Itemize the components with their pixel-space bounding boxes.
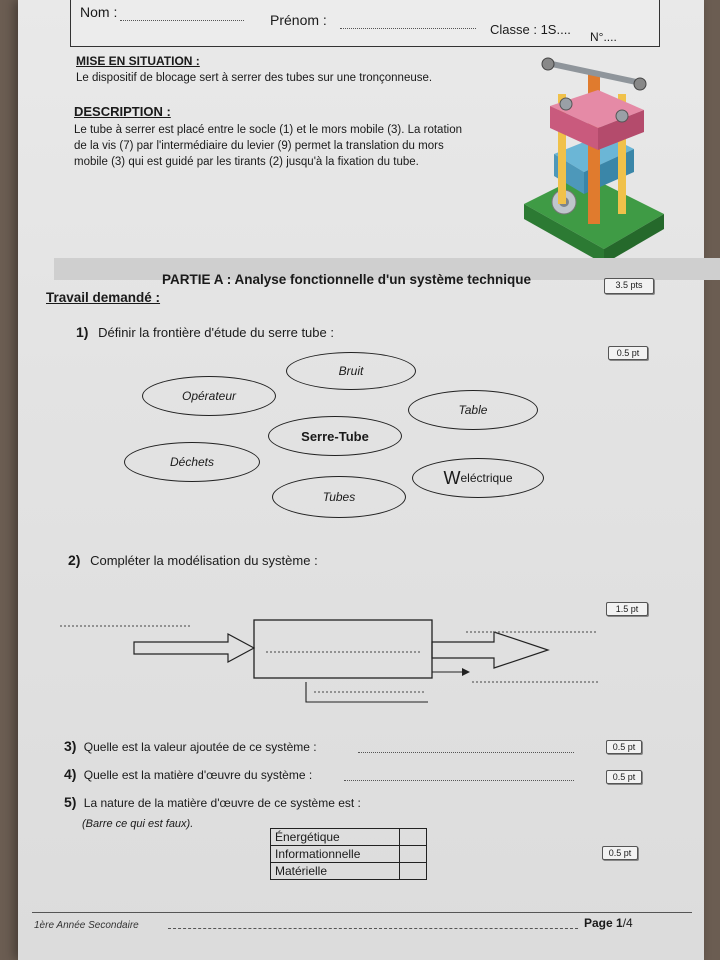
nature-row[interactable] xyxy=(271,829,427,846)
nature-check-cell[interactable] xyxy=(400,829,427,846)
input-arrow xyxy=(134,634,254,662)
question-5 xyxy=(64,794,361,810)
q1-number: 1) xyxy=(76,324,89,340)
q2-points: 1.5 pt xyxy=(606,602,648,616)
partie-a-title: PARTIE A : Analyse fonctionnelle d'un système technique xyxy=(162,272,532,287)
q5-text: La nature de la matière d'œuvre de ce système est : xyxy=(83,796,361,810)
q4-answer-field[interactable] xyxy=(344,780,574,781)
question-4 xyxy=(64,766,312,782)
q5-points: 0.5 pt xyxy=(602,846,638,860)
q2-text: Compléter la modélisation du système : xyxy=(90,553,318,568)
q1-points: 0.5 pt xyxy=(608,346,648,360)
classe-label: Classe : 1S.... xyxy=(490,22,571,37)
nature-table xyxy=(270,828,427,880)
description-line: Le tube à serrer est placé entre le socle (1) et le mors mobile (3). La rotation xyxy=(74,124,462,136)
ellipse-table[interactable]: Table xyxy=(408,390,538,430)
ellipse-serre-tube[interactable]: Serre-Tube xyxy=(268,416,402,456)
footer-dashes xyxy=(168,928,578,929)
q1-text: Définir la frontière d'étude du serre tube : xyxy=(98,325,334,340)
footer-rule xyxy=(32,912,692,913)
q3-text: Quelle est la valeur ajoutée de ce système : xyxy=(83,740,317,754)
description-title: DESCRIPTION : xyxy=(74,104,171,119)
question-2 xyxy=(68,552,318,568)
prenom-label: Prénom : xyxy=(270,12,327,28)
serre-tube-illustration xyxy=(514,54,684,264)
nature-option[interactable]: Matérielle xyxy=(271,863,400,880)
description-line: mobile (3) qui est guidé par les tirants (2) jusqu'à la fixation du tube. xyxy=(74,156,419,168)
mise-en-situation-text: Le dispositif de blocage sert à serrer des tubes sur une tronçonneuse. xyxy=(76,72,433,84)
nature-check-cell[interactable] xyxy=(400,863,427,880)
q4-text: Quelle est la matière d'œuvre du système : xyxy=(83,768,313,782)
mise-en-situation-title: MISE EN SITUATION : xyxy=(76,54,200,68)
ellipse-operateur[interactable]: Opérateur xyxy=(142,376,276,416)
nature-option[interactable]: Informationnelle xyxy=(271,846,400,863)
w-label: eléctrique xyxy=(460,471,513,485)
system-box xyxy=(254,620,432,678)
question-1 xyxy=(76,324,334,340)
footer-page xyxy=(584,916,633,930)
nature-option[interactable]: Énergétique xyxy=(271,829,400,846)
q3-number: 3) xyxy=(64,738,77,754)
travail-demande-title: Travail demandé : xyxy=(46,290,161,305)
system-model-diagram xyxy=(54,612,614,708)
footer-level: 1ère Année Secondaire xyxy=(34,920,139,931)
q5-hint: (Barre ce qui est faux). xyxy=(82,818,194,830)
prenom-field[interactable] xyxy=(340,28,476,29)
q4-points: 0.5 pt xyxy=(606,770,642,784)
page-number: Page 1 xyxy=(584,916,623,930)
ellipse-dechets[interactable]: Déchets xyxy=(124,442,260,482)
q2-number: 2) xyxy=(68,552,81,568)
student-info-box xyxy=(70,0,660,47)
nom-label: Nom : xyxy=(80,4,118,20)
nature-row[interactable] xyxy=(271,846,427,863)
ellipse-w-electrique[interactable] xyxy=(412,458,544,498)
nature-check-cell[interactable] xyxy=(400,846,427,863)
exam-sheet xyxy=(18,0,704,960)
nature-row[interactable] xyxy=(271,863,427,880)
ellipse-bruit[interactable]: Bruit xyxy=(286,352,416,390)
q3-answer-field[interactable] xyxy=(358,752,574,753)
description-text xyxy=(74,122,514,170)
nom-field[interactable] xyxy=(120,20,244,21)
numero-label: N°.... xyxy=(590,30,617,44)
q4-number: 4) xyxy=(64,766,77,782)
output-arrow xyxy=(432,632,548,668)
description-line: de la vis (7) par l'intermédiaire du levier (9) permet la translation du mors xyxy=(74,140,444,152)
ellipse-tubes[interactable]: Tubes xyxy=(272,476,406,518)
w-symbol: W xyxy=(443,467,461,488)
question-3 xyxy=(64,738,317,754)
q5-number: 5) xyxy=(64,794,77,810)
q3-points: 0.5 pt xyxy=(606,740,642,754)
page-total: /4 xyxy=(622,916,633,930)
partie-a-points: 3.5 pts xyxy=(604,278,654,294)
